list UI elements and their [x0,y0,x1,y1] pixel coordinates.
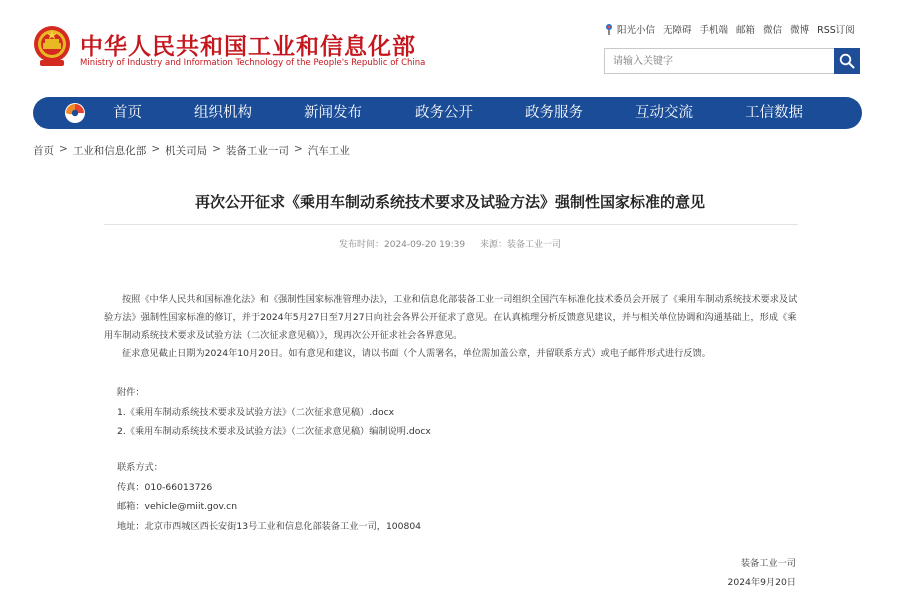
breadcrumb-separator: > [151,143,161,155]
accessibility-link[interactable]: 无障碍 [663,25,692,36]
contact-address: 地址：北京市西城区西长安街13号工业和信息化部装备工业一司，100804 [117,520,422,532]
weibo-link[interactable]: 微博 [790,25,810,36]
breadcrumb-separator: > [212,143,221,155]
title-divider [104,224,798,225]
sunshine-link[interactable] [604,22,655,36]
sun-icon [604,23,614,35]
publish-time: 发布时间：2024-09-20 19:39 [339,240,466,250]
nav-data[interactable]: 工信数据 [745,105,803,121]
rss-link[interactable]: RSS订阅 [817,25,855,36]
nav-news[interactable]: 新闻发布 [304,105,362,121]
attachment-link-2[interactable]: 2.《乘用车制动系统技术要求及试验方法》（二次征求意见稿）编制说明.docx [117,426,431,437]
article-body [104,291,804,363]
nav-government-services[interactable]: 政务服务 [525,105,583,121]
search-icon [839,53,855,69]
contact-section [117,458,421,536]
wechat-link[interactable]: 微信 [763,25,783,36]
signature-org: 装备工业一司 [740,558,796,569]
search-button[interactable] [834,48,860,74]
breadcrumb-equipment-dept[interactable]: 装备工业一司 [225,145,289,157]
breadcrumb [33,143,350,158]
breadcrumb-home[interactable]: 首页 [33,145,54,157]
nav-home[interactable]: 首页 [113,105,142,121]
national-emblem-icon[interactable] [32,24,72,68]
top-links [604,22,855,36]
contact-email[interactable]: 邮箱：vehicle@miit.gov.cn [117,501,238,512]
breadcrumb-separator: > [293,143,303,155]
contact-label: 联系方式： [117,462,163,473]
attachment-link-1[interactable]: 1.《乘用车制动系统技术要求及试验方法》（二次征求意见稿）.docx [117,406,395,418]
breadcrumb-separator: > [59,143,68,155]
article-title: 再次公开征求《乘用车制动系统技术要求及试验方法》强制性国家标准的意见 [194,193,705,211]
mobile-link[interactable]: 手机端 [699,25,729,36]
sunshine-link-label: 阳光小信 [617,25,656,36]
site-title-english: Ministry of Industry and Information Technology of the People's Republic of China [80,58,426,68]
breadcrumb-auto-industry[interactable]: 汽车工业 [307,145,350,157]
nav-organization[interactable]: 组织机构 [194,105,252,121]
site-title[interactable]: 中华人民共和国工业和信息化部 [80,34,416,60]
nav-logo-icon[interactable] [63,101,87,125]
attachments-section [117,383,431,442]
site-header [0,0,900,90]
search-input[interactable] [604,48,834,74]
search-box [604,48,860,74]
breadcrumb-ministry[interactable]: 工业和信息化部 [72,145,147,157]
nav-government-affairs[interactable]: 政务公开 [415,105,473,121]
nav-interaction[interactable]: 互动交流 [635,105,693,121]
main-nav [33,97,862,129]
article-paragraph: 征求意见截止日期为2024年10月20日。如有意见和建议，请以书面（个人需署名，单位需加盖公章，并留联系方式）或电子邮件形式进行反馈。 [122,348,711,359]
contact-fax: 传真：010-66013726 [117,481,213,493]
mail-link[interactable]: 邮箱 [736,25,756,36]
article-paragraph: 按照《中华人民共和国标准化法》和《强制性国家标准管理办法》，工业和信息化部装备工业一司组织全国汽车标准化技术委员会开展了《乘用车制动系统技术要求及试验方法》强制性国家标准的修订，并于2024年5月27日至7月27日向社会各界公开征求了意见。在认真梳理分析反馈意见建议，并与相关单位协调和沟通基础上，形成《乘用车制动系统技术要求及试验方法（二次征求意见稿）》，现再次公开征求社会各界意见。 [104,294,798,341]
article-meta [0,237,900,250]
article-source: 来源：装备工业一司 [479,240,561,250]
signature-date: 2024年9月20日 [727,577,796,588]
breadcrumb-departments[interactable]: 机关司局 [165,145,208,157]
attachments-label: 附件： [117,387,145,398]
